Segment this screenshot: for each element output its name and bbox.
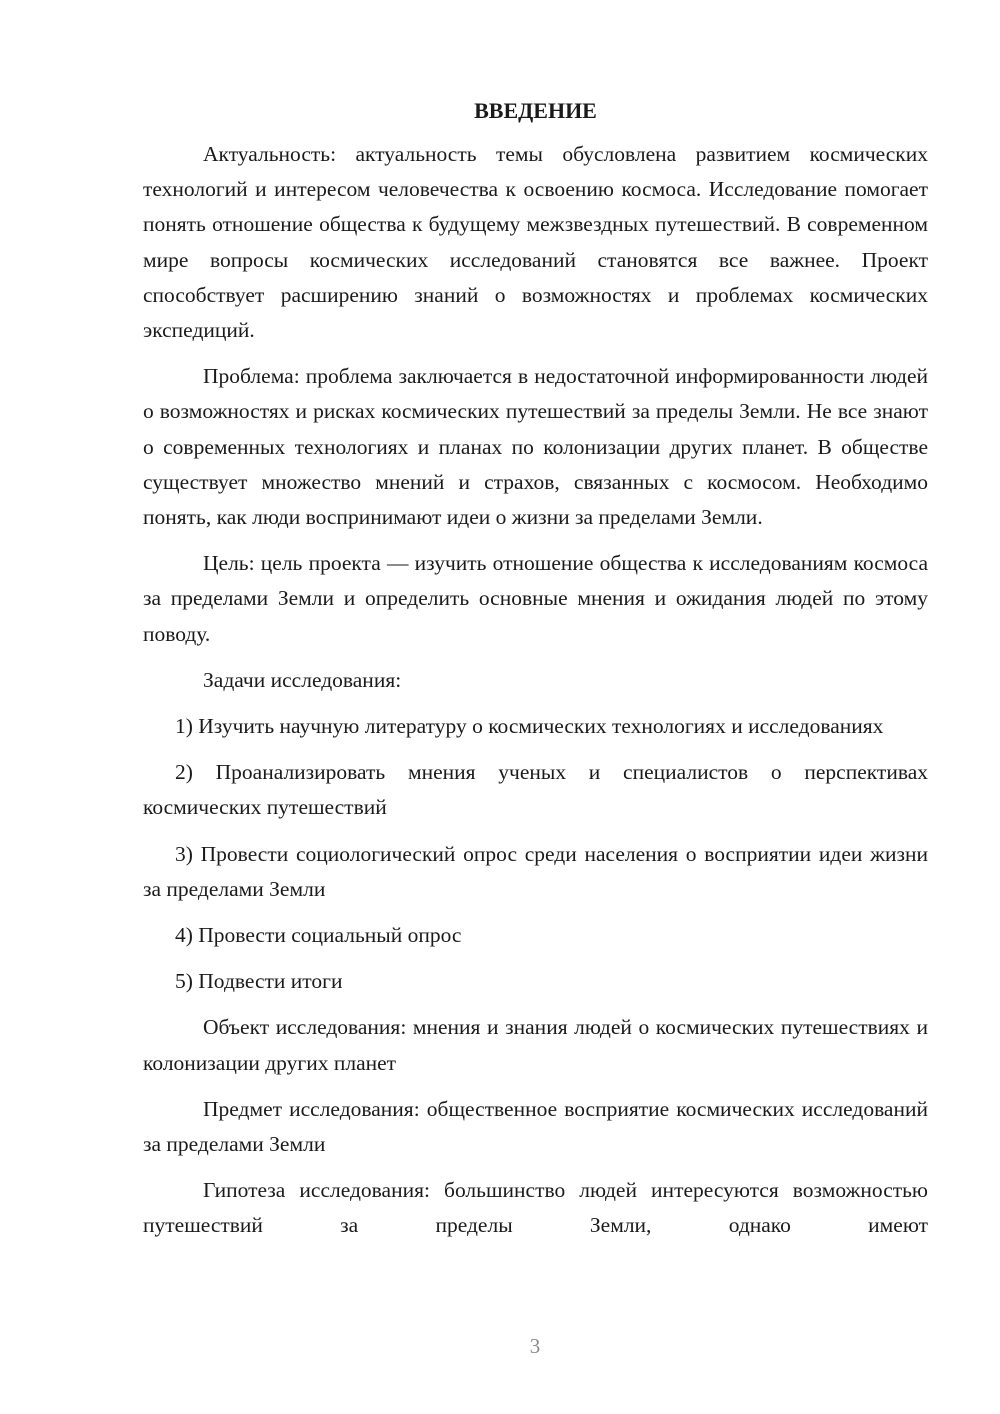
task-item-2: 2) Проанализировать мнения ученых и специалистов о перспективах космических путешествий <box>143 760 928 820</box>
task-item-1: 1) Изучить научную литературу о космических технологиях и исследованиях <box>175 714 884 739</box>
paragraph-problem: Проблема: проблема заключается в недостаточной информированности людей о возможностях и рисках космических путешествий за пределы Земли. Не все знают о современных технологиях и планах по колонизации других планет. В обществе существует множество мнений и страхов, связанных с космосом. Необходимо понять, как люди воспринимают идеи о жизни за пределами Земли. <box>143 364 928 530</box>
page-number: 3 <box>529 1334 541 1358</box>
paragraph-object: Объект исследования: мнения и знания людей о космических путешествиях и колонизации других планет <box>143 1015 928 1075</box>
paragraph-subject: Предмет исследования: общественное восприятие космических исследований за пределами Земли <box>143 1096 928 1157</box>
section-title: ВВЕДЕНИЕ <box>474 98 597 123</box>
paragraph-goal: Цель: цель проекта — изучить отношение общества к исследованиям космоса за пределами Земли и определить основные мнения и ожидания людей по этому поводу. <box>143 551 928 646</box>
task-item-3: 3) Провести социологический опрос среди населения о восприятии идеи жизни за пределами Земли <box>143 841 928 901</box>
task-item-5: 5) Подвести итоги <box>175 969 343 994</box>
paragraph-hypothesis: Гипотеза исследования: большинство людей интересуются возможностью путешествий за пределы Земли, однако имеют <box>143 1178 928 1238</box>
paragraph-relevance: Актуальность: актуальность темы обусловлена развитием космических технологий и интересом человечества к освоению космоса. Исследование помогает понять отношение общества к будущему межзвездных путешествий. В современном мире вопросы космических исследований становятся все важнее. Проект способствует расширению знаний о возможностях и проблемах космических экспедиций. <box>143 142 928 343</box>
task-item-4: 4) Провести социальный опрос <box>175 923 462 948</box>
document-page <box>143 95 928 1255</box>
paragraph-tasks-heading: Задачи исследования: <box>203 667 402 692</box>
